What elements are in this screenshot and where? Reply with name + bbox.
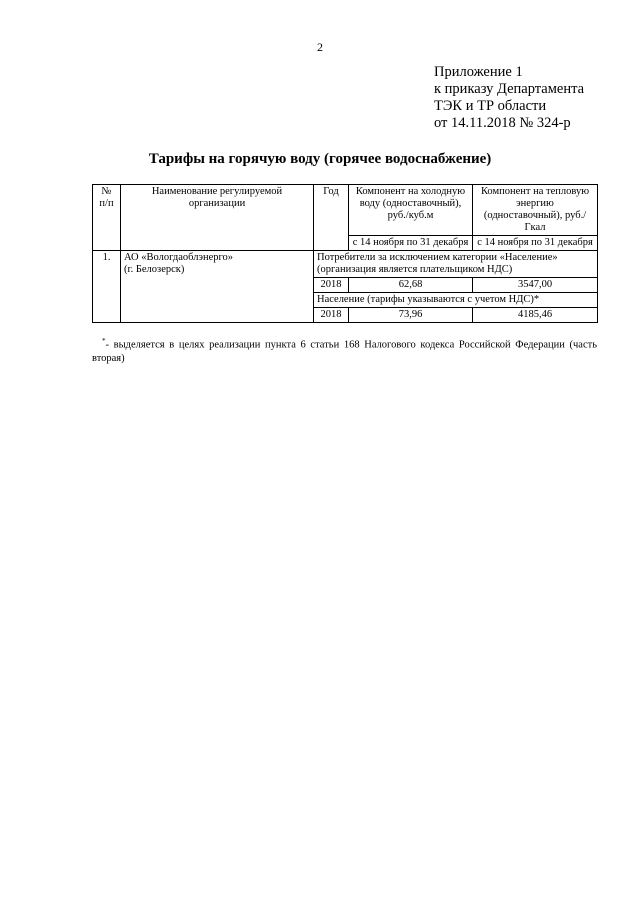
- footnote: [92, 335, 597, 365]
- appendix-line-4: от 14.11.2018 № 324-р: [434, 115, 571, 131]
- group1-year: 2018: [314, 278, 349, 293]
- group1-label: Потребители за исключением категории «Население» (организация является плательщиком НДС): [314, 251, 598, 278]
- table-header-row: [93, 185, 598, 236]
- header-heat-energy: Компонент на тепловую энергию (одноставочный), руб./Гкал: [473, 185, 598, 236]
- header-num: № п/п: [93, 185, 121, 251]
- document-title: Тарифы на горячую воду (горячее водоснабжение): [148, 151, 492, 167]
- footnote-text: - выделяется в целях реализации пункта 6 статьи 168 Налогового кодекса Российской Федерации (часть вторая): [92, 339, 597, 364]
- group2-label: Население (тарифы указываются с учетом НДС)*: [314, 293, 598, 308]
- appendix-block: [434, 64, 634, 132]
- group1-heat-value: 3547,00: [473, 278, 598, 293]
- group1-cold-value: 62,68: [349, 278, 473, 293]
- org-name: АО «Вологдаоблэнерго»: [124, 252, 234, 263]
- tariff-table: [92, 184, 598, 323]
- header-organization: Наименование регулируемой организации: [121, 185, 314, 251]
- group2-year: 2018: [314, 308, 349, 323]
- footnote-mark: *: [102, 337, 106, 345]
- header-period-heat: с 14 ноября по 31 декабря: [473, 236, 598, 251]
- group2-heat-value: 4185,46: [473, 308, 598, 323]
- row-num: 1.: [93, 251, 121, 323]
- header-cold-water: Компонент на холодную воду (одноставочный), руб./куб.м: [349, 185, 473, 236]
- table-row: [93, 251, 598, 278]
- header-year: Год: [314, 185, 349, 251]
- org-city: (г. Белозерск): [124, 264, 185, 275]
- appendix-line-3: ТЭК и ТР области: [434, 98, 547, 114]
- group2-cold-value: 73,96: [349, 308, 473, 323]
- appendix-line-2: к приказу Департамента: [434, 81, 585, 97]
- header-period-cold: с 14 ноября по 31 декабря: [349, 236, 473, 251]
- row-organization: [121, 251, 314, 323]
- appendix-line-1: Приложение 1: [434, 64, 523, 80]
- page-number: 2: [317, 40, 323, 54]
